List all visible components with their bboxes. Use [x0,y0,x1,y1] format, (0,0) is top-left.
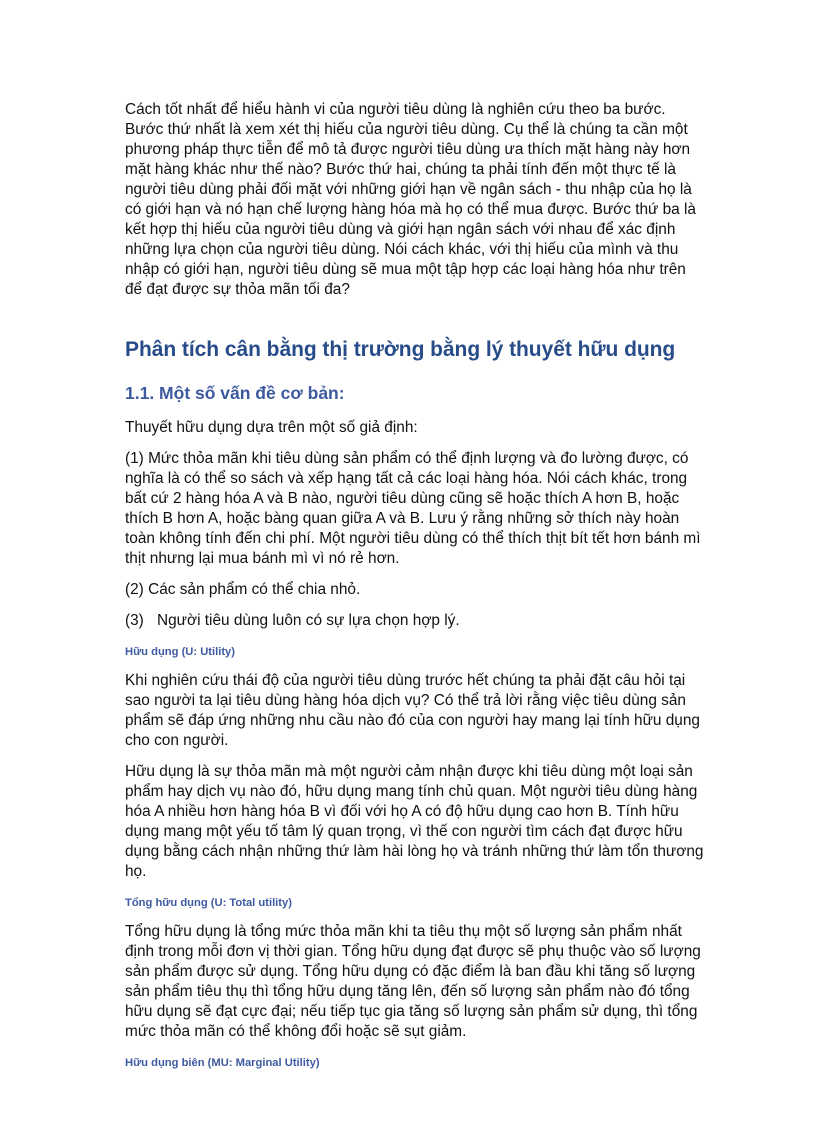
section-heading: Phân tích cân bằng thị trường bằng lý thuyết hữu dụng [125,338,676,361]
assumption-3-number: (3) [125,611,144,629]
assumption-1: (1) Mức thỏa mãn khi tiêu dùng sản phẩm có thể định lượng và đo lường được, có nghĩa là có thể so sách và xếp hạng tất cả các loại hàng hóa. Nói cách khác, trong bất cứ 2 hàng hóa A và B nào, người tiêu dùng cũng sẽ hoặc thích A hơn B, hoặc thích B hơn A, hoặc bàng quan giữa A và B. Lưu ý rằng những sở thích này hoàn toàn không tính đến chi phí. Một người tiêu dùng có thể thích thịt bít tết hơn bánh mì thịt nhưng lại mua bánh mì vì nó rẻ hơn. [125,449,701,567]
utility-paragraph-2: Hữu dụng là sự thỏa mãn mà một người cảm nhận được khi tiêu dùng một loại sản phẩm hay dịch vụ nào đó, hữu dụng mang tính chủ quan. Một người tiêu dùng hàng hóa A nhiều hơn hàng hóa B vì đối với họ A có độ hữu dụng cao hơn B. Tính hữu dụng mang một yếu tố tâm lý quan trọng, vì thế con người tìm cách đạt được hữu dụng bằng cách nhận những thứ làm hài lòng họ và tránh những thứ làm tổn thương họ. [125,762,704,880]
utility-heading: Hữu dụng (U: Utility) [125,645,236,658]
utility-paragraph-1: Khi nghiên cứu thái độ của người tiêu dùng trước hết chúng ta phải đặt câu hỏi tại sao người ta lại tiêu dùng hàng hóa dịch vụ? Có thể trả lời rằng việc tiêu dùng sản phẩm sẽ đáp ứng những nhu cầu nào đó của con người hay mang lại tính hữu dụng cho con người. [125,671,700,749]
assumption-3 [125,611,705,631]
assumptions-lead: Thuyết hữu dụng dựa trên một số giả định: [125,418,418,436]
document-page [125,100,705,1082]
marginal-utility-heading: Hữu dụng biên (MU: Marginal Utility) [125,1056,320,1069]
total-utility-heading: Tổng hữu dụng (U: Total utility) [125,896,292,909]
total-utility-paragraph: Tổng hữu dụng là tổng mức thỏa mãn khi ta tiêu thụ một số lượng sản phẩm nhất định trong mỗi đơn vị thời gian. Tổng hữu dụng đạt được sẽ phụ thuộc vào số lượng sản phẩm được sử dụng. Tổng hữu dụng có đặc điểm là ban đầu khi tăng số lượng sản phẩm tiêu thụ thì tổng hữu dụng tăng lên, đến số lượng sản phẩm nào đó tổng hữu dụng sẽ đạt cực đại; nếu tiếp tục gia tăng số lượng sản phẩm sử dụng, thì tổng mức thỏa mãn có thể không đổi hoặc sẽ sụt giảm. [125,922,701,1040]
intro-paragraph: Cách tốt nhất để hiểu hành vi của người tiêu dùng là nghiên cứu theo ba bước. Bước thứ nhất là xem xét thị hiếu của người tiêu dùng. Cụ thể là chúng ta cần một phương pháp thực tiễn để mô tả được người tiêu dùng ưa thích mặt hàng này hơn mặt hàng khác như thế nào? Bước thứ hai, chúng ta phải tính đến một thực tế là người tiêu dùng phải đối mặt với những giới hạn về ngân sách - thu nhập của họ là có giới hạn và nó hạn chế lượng hàng hóa mà họ có thể mua được. Bước thứ ba là kết hợp thị hiếu của người tiêu dùng và giới hạn ngân sách với nhau để xác định những lựa chọn của người tiêu dùng. Nói cách khác, với thị hiếu của mình và thu nhập có giới hạn, người tiêu dùng sẽ mua một tập hợp các loại hàng hóa như trên để đạt được sự thỏa mãn tối đa? [125,101,696,298]
assumption-2: (2) Các sản phẩm có thể chia nhỏ. [125,580,361,598]
subsection-heading: 1.1. Một số vấn đề cơ bản: [125,383,345,403]
assumption-3-text: Người tiêu dùng luôn có sự lựa chọn hợp lý. [157,611,460,629]
